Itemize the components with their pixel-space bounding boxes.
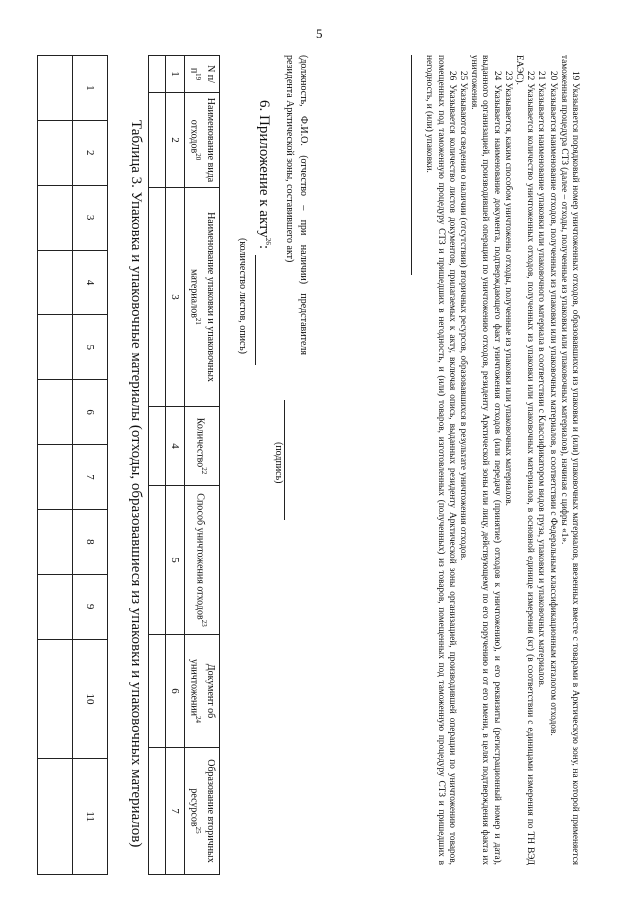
table3-header-row: [184, 56, 219, 875]
footnotes: [412, 55, 580, 865]
top-table-col-number: 10: [73, 639, 108, 759]
table3-header: Способ уничтожения отходов$^{23}$: [184, 486, 219, 635]
signer-caption: (должность, Ф.И.О. (отчество – при наличии) представителя резидента Арктической зоны, составившего акт): [284, 55, 309, 355]
table-cell: 3: [165, 188, 184, 407]
footnote: 22 Указывается количество уничтоженных отходов, полученных из упаковки или упаковочных материалов, в основной единице измерения (кг) (в соответствии с единицами измерения по ТН ВЭД ЕАЭС).: [513, 55, 536, 865]
table3-header: Наименование упаковки и упаковочных материалов$^{21}$: [184, 188, 219, 407]
table-cell: 5: [165, 486, 184, 635]
footnote: 21 Указывается наименование упаковки или упаковочного материала в соответствии с Классификатором видов груза, упаковки и упаковочных материалов.: [536, 71, 547, 688]
table3-header: Документ об уничтожении$^{24}$: [184, 635, 219, 748]
table3-header: Количество$^{22}$: [184, 407, 219, 486]
top-table-col-number: 2: [73, 120, 108, 185]
table3-header: Образование вторичных ресурсов$^{25}$: [184, 748, 219, 875]
table-cell: 1: [165, 56, 184, 93]
top-table-header-row: [73, 56, 108, 875]
footnote: 20 Указывается наименование отходов, полученных из упаковки или упаковочных материалов, в соответствии с Федеральным классификационным каталогом отходов.: [547, 71, 558, 736]
top-table-col-number: 11: [73, 759, 108, 875]
table-cell: 2: [165, 93, 184, 188]
table3-header: Наименование вида отходов$^{20}$: [184, 93, 219, 188]
footnote: 25 Указываются сведения о наличии (отсутствии) вторичных ресурсов, образовавшихся в результате уничтожения отходов.: [457, 71, 468, 561]
footnote: 19 Указывается порядковый номер уничтоженных отходов, образовавшихся из упаковки и (или) упаковочных материалов, ввезенных вместе с товарами в Арктическую зону, на которой применяется таможенная процедура СТЗ (далее – отходы, полученные из упаковки или упаковочных материалов), начиная с цифры «1».: [558, 55, 580, 865]
sheets-hint: (количество листов, описъ): [237, 238, 248, 354]
top-table-col-number: 7: [73, 445, 108, 510]
top-table: [37, 55, 108, 875]
section-6-title: 6. Приложение к акту$^{26}$:: [255, 100, 272, 365]
top-table-col-number: 5: [73, 315, 108, 380]
top-table-col-number: 6: [73, 380, 108, 445]
table3-header: N $п/п^{19}$: [184, 56, 219, 93]
fill-in-line: [255, 255, 256, 365]
signature-hint: (подпись): [273, 442, 284, 484]
signature-line: [284, 400, 285, 520]
table3-title: Таблица 3. Упаковка и упаковочные материалы (отходы, образовавшиеся из упаковки и упаковочных материалов): [128, 120, 144, 848]
top-table-col-number: 3: [73, 185, 108, 250]
top-table-empty-row: [38, 56, 73, 875]
table-cell: 7: [165, 748, 184, 875]
top-table-col-number: 9: [73, 574, 108, 639]
top-table-col-number: 4: [73, 250, 108, 315]
footnote: 24 Указывается наименование документа, подтверждающего факт уничтожения отходов (или передачу (принятие) отходов к уничтожению), и его реквизиты (регистрационный номер и дата), выданного организацией, производившей операции по уничтожению отходов, резиденту Арктической зоны или лицу, действующему по его поручению и от его имени, в целях подтверждения факта их уничтожения.: [469, 55, 502, 865]
top-table-col-number: 1: [73, 56, 108, 121]
page-number: 5: [316, 26, 323, 41]
footnote: 26 Указывается количество листов документов, прилагаемых к акту, включая опись, выданных резиденту Арктической зоны организацией, производившей операции по уничтожению товаров, помещенных под таможенную процедуру СТЗ и пришедших в негодность, и (или) товаров, изготовленных (полученных) из товаров, помещенных под таможенную процедуру СТЗ и пришедших в негодность, и (или) упаковки.: [424, 55, 457, 865]
table3-number-row: [165, 56, 184, 875]
footnote: 23 Указывается, каким способом уничтожены отходы, полученные из упаковки или упаковочных материалов.: [502, 71, 513, 506]
table-cell: 6: [165, 635, 184, 748]
table3-empty-row: [148, 56, 165, 875]
top-table-col-number: 8: [73, 509, 108, 574]
table-cell: 4: [165, 407, 184, 486]
table3: [148, 55, 220, 875]
